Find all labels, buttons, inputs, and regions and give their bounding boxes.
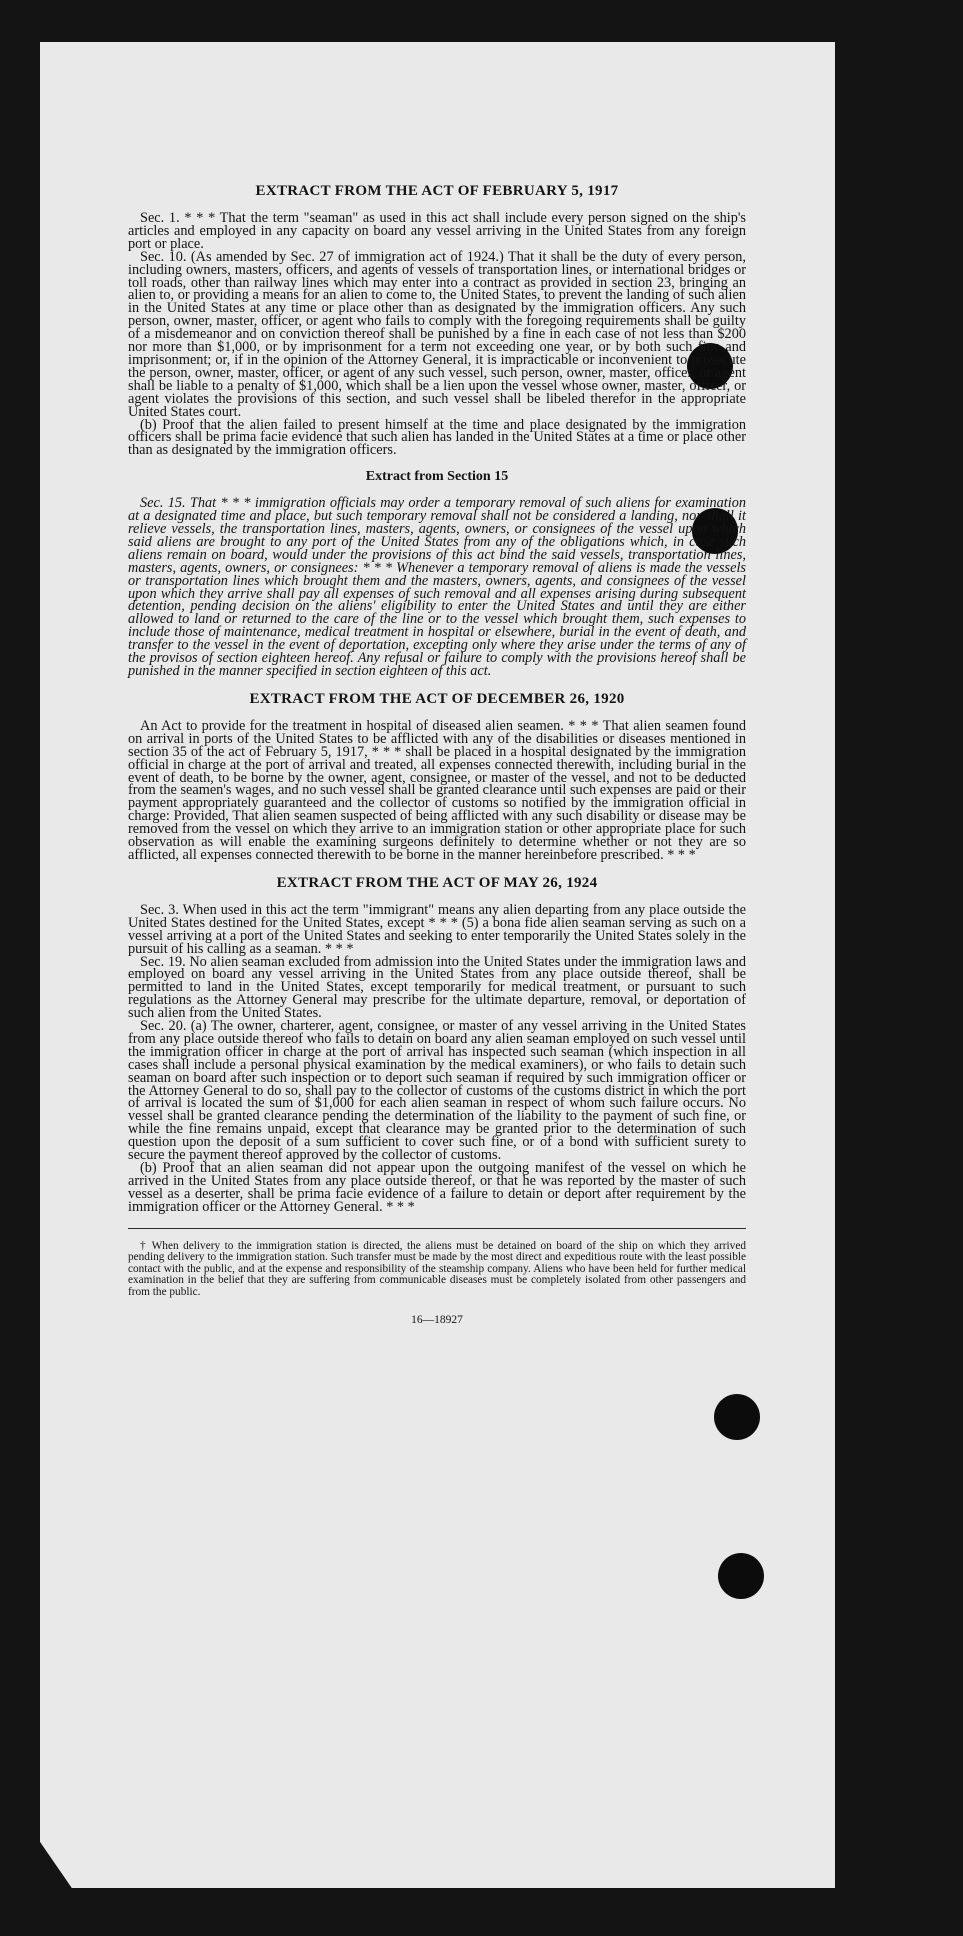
folio-number: 16—18927 — [411, 1314, 463, 1327]
section-15 — [128, 497, 746, 678]
paragraph: Sec. 15. That * * * immigration officials may order a temporary removal of such aliens for examination at a designated time and place, but such temporary removal shall not be considered a landing, nor shall it relieve vessels, the transportation lines, masters, agents, owners, or consignees of the vessel upon which said aliens are brought to any port of the United States from any of the obligations which, in case such aliens remain on board, would under the provisions of this act bind the said vessels, transportation lines, masters, agents, owners, or consignees: * * * Whenever a temporary removal of aliens is made the vessels or transportation lines which brought them and the masters, owners, agents, and consignees of the vessel upon which they arrive shall pay all expenses of such removal and all expenses arising during subsequent detention, pending decision on the aliens' eligibility to enter the United States and until they are either allowed to land or returned to the care of the line or to the vessel which brought them, such expenses to include those of maintenance, medical treatment in hospital or elsewhere, burial in the event of death, and transfer to the vessel in the event of deportation, excepting only where they arise under the terms of any of the provisos of section eighteen hereof. Any refusal or failure to comply with the provisions hereof shall be punished in the manner specified in section eighteen of this act. — [128, 495, 746, 679]
paragraph: An Act to provide for the treatment in hospital of diseased alien seamen. * * * That alien seamen found on arrival in ports of the United States to be afflicted with any of the disabilities or diseases mentioned in section 35 of the act of February 5, 1917, * * * shall be placed in a hospital designated by the immigration official in charge at the port of arrival and treated, all expenses connected therewith, including burial in the event of death, to be borne by the owner, agent, consignee, or master of the vessel, and not to be deducted from the seamen's wages, and no such vessel shall be granted clearance until such expenses are paid or their payment appropriately guaranteed and the collector of customs so notified by the immigration official in charge: Provided, That alien seamen suspected of being afflicted with any such disability or disease may be removed from the vessel on which they arrive to an immigration station or other appropriate place for such observation as will enable the examining surgeons definitely to determine whether or not they are so afflicted, all expenses connected therewith to be borne in the manner hereinbefore prescribed. * * * — [128, 717, 746, 863]
paragraph: Sec. 1. * * * That the term "seaman" as used in this act shall include every person signed on the ship's articles and employed in any capacity on board any vessel arriving in the United States from any foreign port or place. — [128, 210, 746, 252]
section-act-1917 — [128, 212, 746, 457]
punch-hole-3 — [714, 1394, 760, 1440]
section-act-1920 — [128, 717, 746, 863]
footnote: † When delivery to the immigration station is directed, the aliens must be detained on board of the ship on which they arrived pending delivery to the immigration station. Such transfer must be made by the most direct and expeditious route with the least possible contact with the public, and at the expense and responsibility of the steamship company. Aliens who have been held for further medical examination in the belief that they are suffering from communicable diseases must be completely isolated from other passengers and from the public. — [128, 1239, 746, 1298]
paragraph: Sec. 10. (As amended by Sec. 27 of immigration act of 1924.) That it shall be the duty of every person, including owners, masters, officers, and agents of vessels of transportation lines, or international bridges or toll roads, other than railway lines which may enter into a contract as provided in section 23, bringing an alien to, or providing a means for an alien to come to, the United States, to prevent the landing of such alien in the United States at any time or place other than as designated by the immigration officers. Any such person, owner, master, officer, or agent who fails to comply with the foregoing requirements shall be guilty of a misdemeanor and on conviction thereof shall be punished by a fine in each case of not less than $200 nor more than $1,000, or by imprisonment for a term not exceeding one year, or by both such fine and imprisonment; or, if in the opinion of the Attorney General, it is impracticable or inconvenient to prosecute the person, owner, master, officer, or agent of any such vessel, such person, owner, master, officer, or agent shall be liable to a penalty of $1,000, which shall be a lien upon the vessel whose owner, master, officer, or agent violates the provisions of this section, and such vessel shall be libeled therefor in the appropriate United States court. — [128, 248, 746, 420]
paragraph: (b) Proof that an alien seaman did not appear upon the outgoing manifest of the vessel on which he arrived in the United States from any place outside thereof, or that he was reported by the master of such vessel as a deserter, shall be prima facie evidence of a failure to detain or deport after requirement by the immigration officer or the Attorney General. * * * — [128, 1160, 746, 1215]
paragraph: Sec. 19. No alien seaman excluded from admission into the United States under the immigration laws and employed on board any vessel arriving in the United States from any place outside thereof, shall be permitted to land in the United States, except temporarily for medical treatment, or pursuant to such regulations as the Attorney General may prescribe for the ultimate departure, removal, or deportation of such alien from the United States. — [128, 953, 746, 1022]
paragraph: (b) Proof that the alien failed to present himself at the time and place designated by the immigration officers shall be prima facie evidence that such alien has landed in the United States at a time or place other than as designated by the immigration officers. — [128, 416, 746, 459]
section-act-1924 — [128, 901, 746, 1215]
heading-section-15: Extract from Section 15 — [365, 469, 509, 485]
paragraph: Sec. 20. (a) The owner, charterer, agent, consignee, or master of any vessel arriving in the United States from any place outside thereof who fails to detain on board any alien seaman employed on such vessel until the immigration officer in charge at the port of arrival has inspected such seaman (which inspection in all cases shall include a personal physical examination by the medical examiners), or who fails to detain such seaman on board after such inspection or to deport such seaman if required by such immigration officer or the Attorney General to do so, shall pay to the collector of customs of the customs district in which the port of arrival is located the sum of $1,000 for each alien seaman in respect of whom such failure occurs. No vessel shall be granted clearance pending the determination of the liability to the payment of such fine, or while the fine remains unpaid, except that clearance may be granted prior to the determination of such question upon the deposit of a sum sufficient to cover such fine, or of a bond with sufficient surety to secure the payment thereof approved by the collector of customs. — [128, 1018, 746, 1164]
document-text — [128, 180, 746, 1327]
heading-act-1920: EXTRACT FROM THE ACT OF DECEMBER 26, 1920 — [249, 690, 625, 707]
heading-act-1917: EXTRACT FROM THE ACT OF FEBRUARY 5, 1917 — [255, 183, 619, 199]
paragraph: Sec. 3. When used in this act the term "immigrant" means any alien departing from any place outside the United States destined for the United States, except * * * (5) a bona fide alien seaman serving as such on a vessel arriving at a port of the United States and seeking to enter temporarily the United States solely in the pursuit of his calling as a seaman. * * * — [128, 901, 746, 957]
punch-hole-4 — [718, 1553, 764, 1599]
heading-act-1924: EXTRACT FROM THE ACT OF MAY 26, 1924 — [276, 874, 598, 891]
footnote-divider — [128, 1228, 746, 1229]
